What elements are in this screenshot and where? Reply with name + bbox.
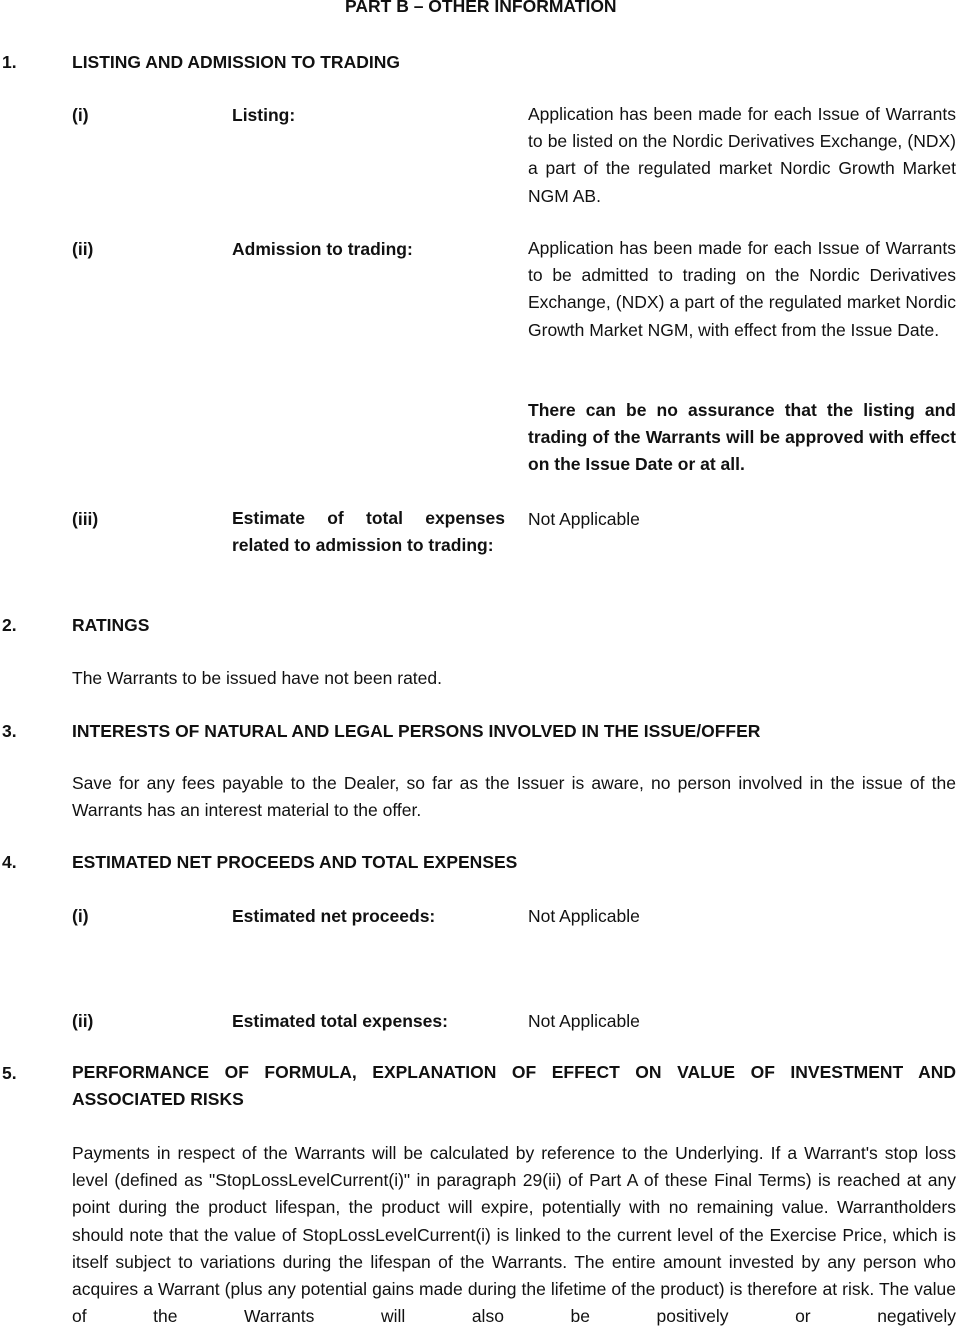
item-1-i-label: Listing: xyxy=(232,105,296,125)
item-4-i-number: (i) xyxy=(72,906,89,926)
section-2-text: The Warrants to be issued have not been rated. xyxy=(72,668,442,688)
section-5-number: 5. xyxy=(2,1063,17,1083)
item-4-ii-number: (ii) xyxy=(72,1011,94,1031)
item-1-iii-number: (iii) xyxy=(72,509,99,529)
section-4-number: 4. xyxy=(2,852,17,872)
item-4-i-text: Not Applicable xyxy=(528,906,640,926)
item-1-iii-label: Estimate of total expenses related to admission to trading: xyxy=(232,508,505,556)
item-4-i-label: Estimated net proceeds: xyxy=(232,906,436,926)
item-1-i-number: (i) xyxy=(72,105,89,125)
section-1-number: 1. xyxy=(2,52,17,72)
item-1-ii-note: There can be no assurance that the listing and trading of the Warrants will be approved with effect on the Issue Date or at all. xyxy=(528,400,956,475)
item-1-ii-number: (ii) xyxy=(72,239,94,259)
section-2-number: 2. xyxy=(2,615,17,635)
section-5-text: Payments in respect of the Warrants will be calculated by reference to the Underlying. If a Warrant's stop loss level (defined as "StopLossLevelCurrent(i)" in paragraph 29(ii) of Part A of these Final Terms) is reached at any point during the product lifespan, the product will expire, potentially with no remaining value. Warrantholders should note that the value of StopLossLevelCurrent(i) is linked to the current level of the Exercise Price, which is itself subject to variations during the lifespan of the Warrants. The entire amount invested by any person who acquires a Warrant (plus any potential gains made during the lifetime of the product) is therefore at risk. The value of the Warrants will also be positively or negatively xyxy=(72,1143,956,1327)
section-4-title: ESTIMATED NET PROCEEDS AND TOTAL EXPENSES xyxy=(72,852,518,872)
item-1-ii-label: Admission to trading: xyxy=(232,239,413,259)
section-5-title: PERFORMANCE OF FORMULA, EXPLANATION OF EFFECT ON VALUE OF INVESTMENT AND ASSOCIATED RISKS xyxy=(72,1062,956,1110)
item-1-iii-text: Not Applicable xyxy=(528,509,640,529)
section-3-number: 3. xyxy=(2,721,17,741)
item-4-ii-text: Not Applicable xyxy=(528,1011,640,1031)
section-3-title: INTERESTS OF NATURAL AND LEGAL PERSONS INVOLVED IN THE ISSUE/OFFER xyxy=(72,721,761,741)
item-4-ii-label: Estimated total expenses: xyxy=(232,1011,448,1031)
section-1-title: LISTING AND ADMISSION TO TRADING xyxy=(72,52,400,72)
item-1-ii-text: Application has been made for each Issue of Warrants to be admitted to trading on the Nordic Derivatives Exchange, (NDX) a part of the regulated market Nordic Growth Market NGM, with effect from the Issue Date. xyxy=(528,238,956,340)
section-3-text: Save for any fees payable to the Dealer, so far as the Issuer is aware, no person involved in the issue of the Warrants has an interest material to the offer. xyxy=(72,773,956,821)
part-heading: PART B – OTHER INFORMATION xyxy=(345,0,617,16)
section-2-title: RATINGS xyxy=(72,615,150,635)
item-1-i-text: Application has been made for each Issue of Warrants to be listed on the Nordic Derivatives Exchange, (NDX) a part of the regulated market Nordic Growth Market NGM AB. xyxy=(528,104,956,206)
